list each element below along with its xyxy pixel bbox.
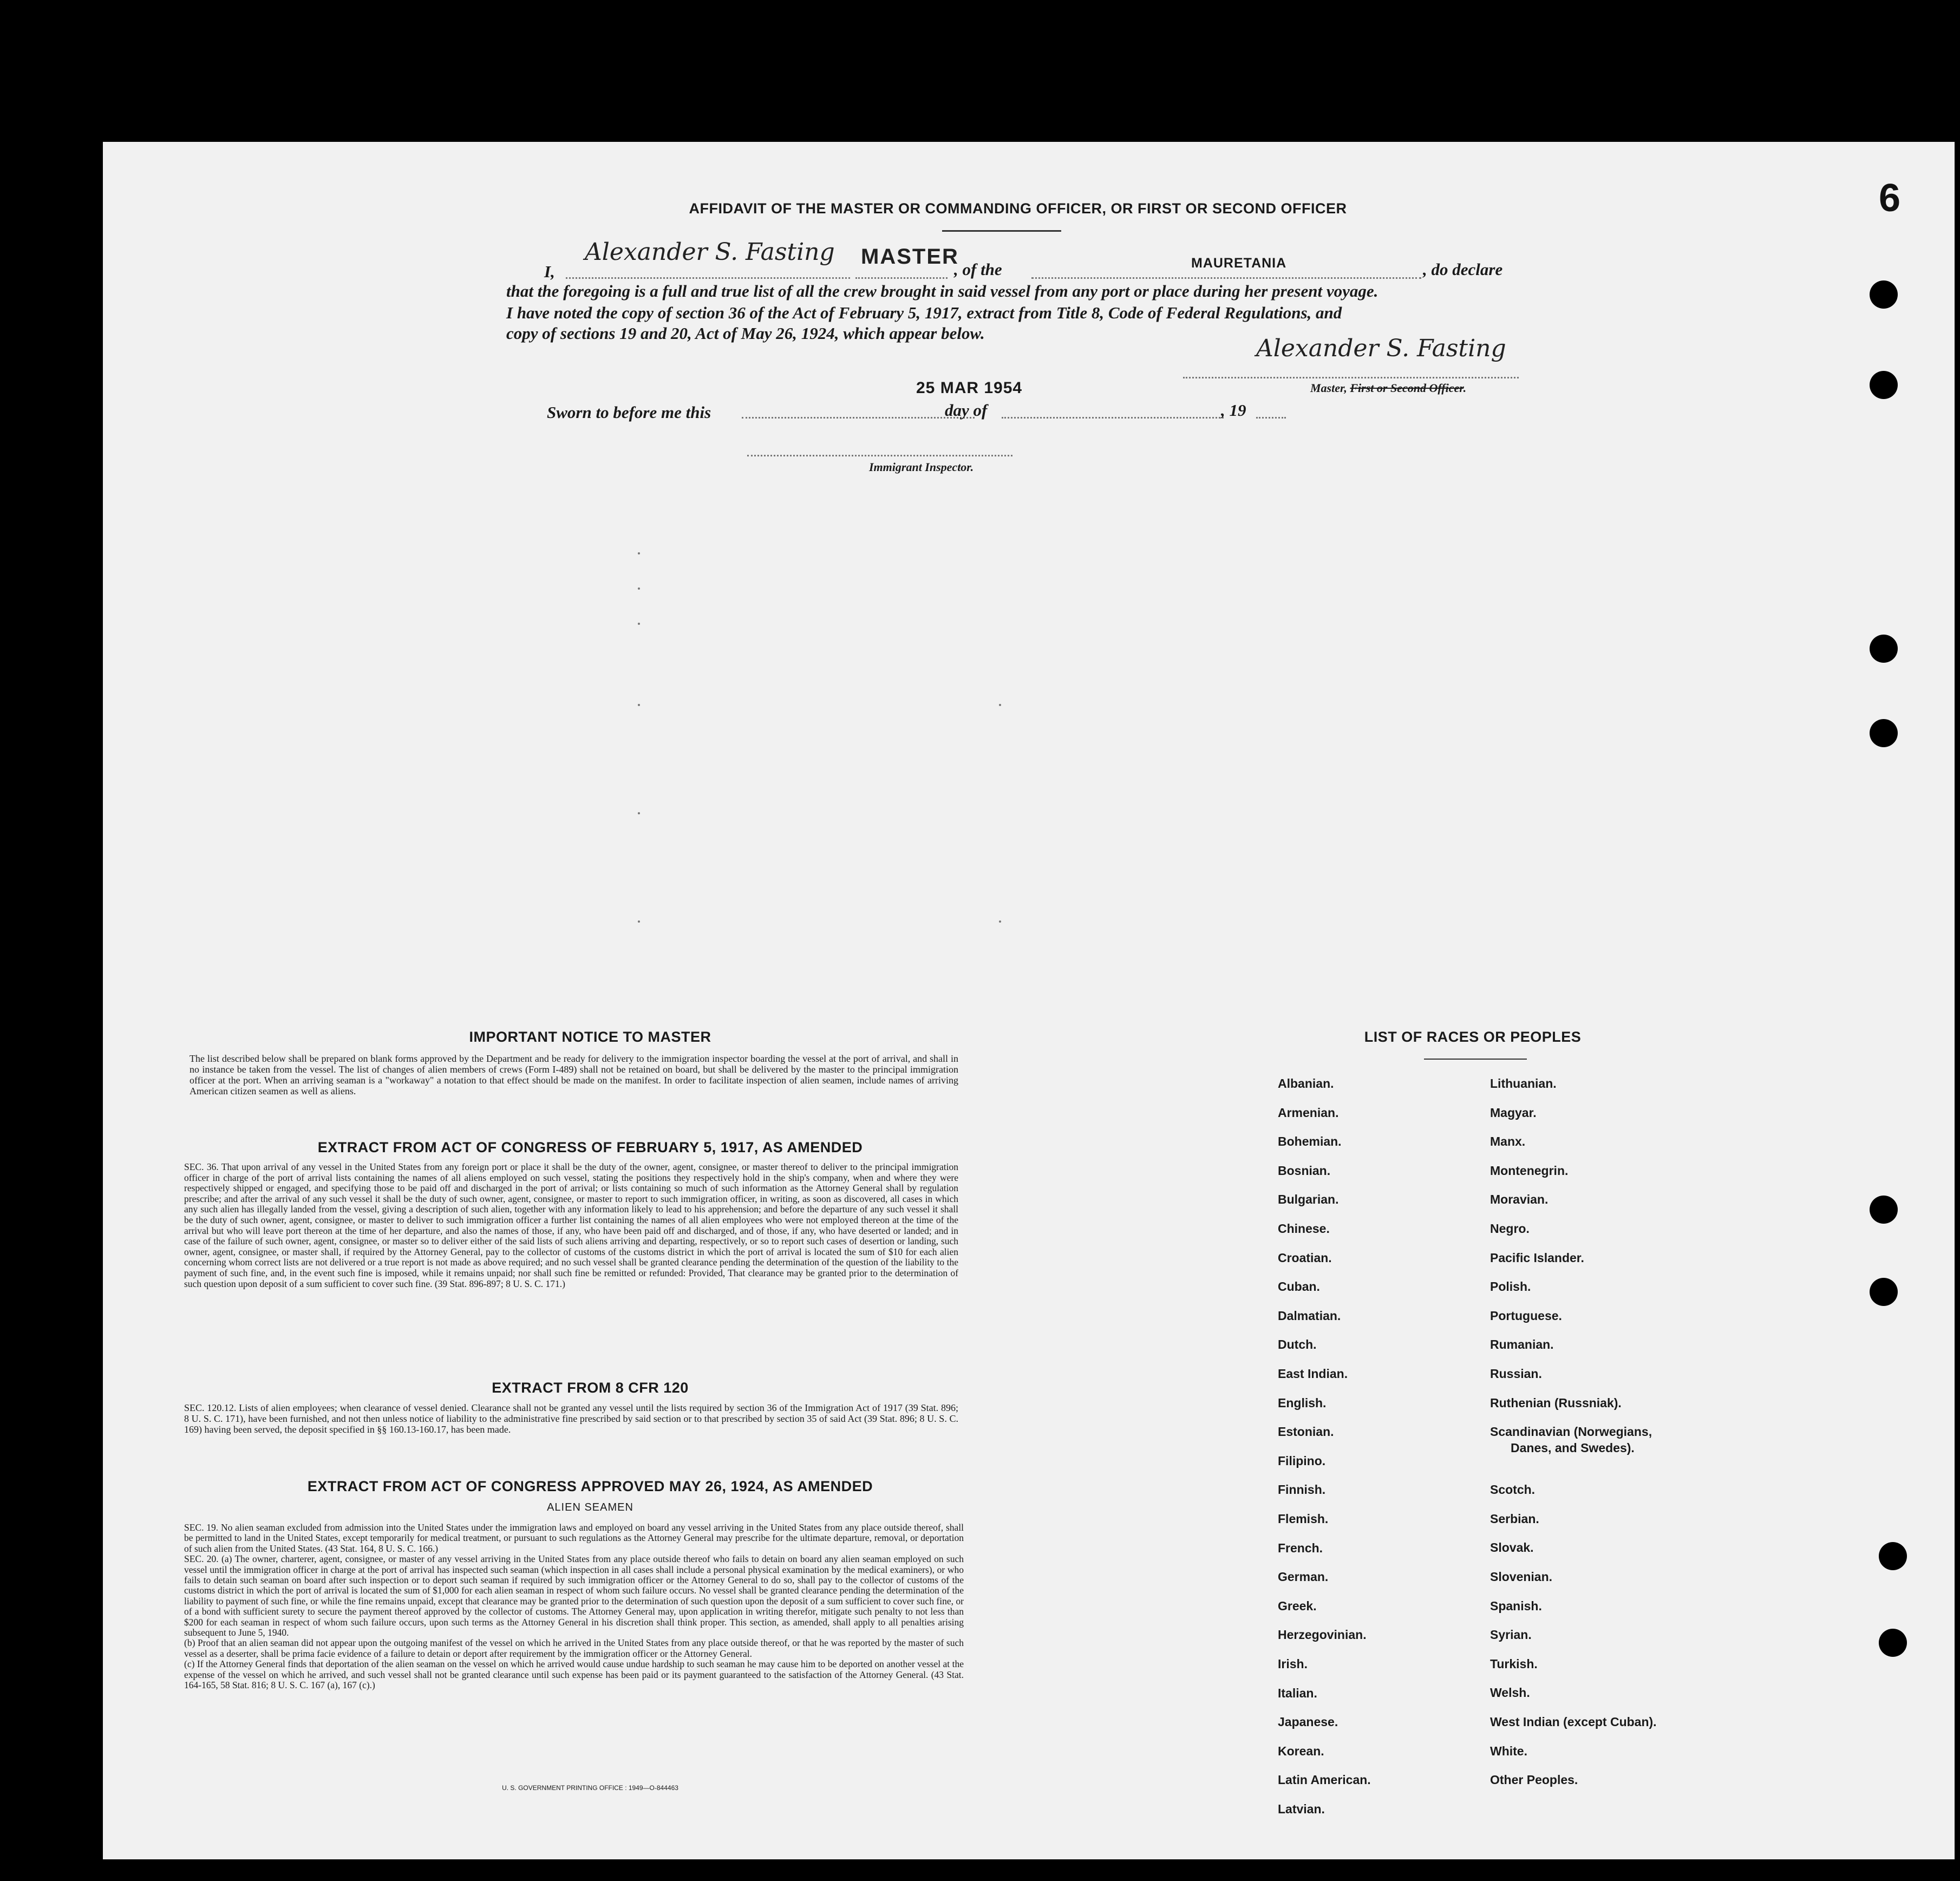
race-item: Cuban. bbox=[1278, 1279, 1320, 1294]
page-number-mark: 6 bbox=[1879, 177, 1901, 220]
notice-title: IMPORTANT NOTICE TO MASTER bbox=[469, 1029, 711, 1045]
race-item: Italian. bbox=[1278, 1686, 1317, 1700]
race-item: Slovenian. bbox=[1490, 1570, 1553, 1584]
sec20c-text: (c) If the Attorney General finds that deportation of the alien seaman on the vessel on which he arrived would cause undue hardship to such seaman he may cause him to be deported on another vessel at the expense of the vessel on which he arrived, and such vessel shall not be granted clearance until such expense has been paid or its payment guaranteed to the satisfaction of the Attorney General. (43 Stat. 164-165, 58 Stat. 816; 8 U. S. C. 167 (a), 167 (c).) bbox=[184, 1658, 964, 1691]
punch-hole bbox=[1870, 635, 1898, 663]
races-title: LIST OF RACES OR PEOPLES bbox=[1364, 1029, 1582, 1045]
sec20b-text: (b) Proof that an alien seaman did not appear upon the outgoing manifest of the vessel on which he arrived in the United States from any place outside thereof, or that he was reported by the master of such vessel as a deserter, shall be prima facie evidence of a failure to detain or deport after requirement by the immigration officer or the Attorney General. bbox=[184, 1637, 964, 1659]
punch-hole bbox=[1870, 719, 1898, 747]
race-item: Croatian. bbox=[1278, 1250, 1332, 1265]
extract-1917-text: SEC. 36. That upon arrival of any vessel in the United States from any foreign port or place it shall be the duty of the owner, agent, consignee, or master thereof to deliver to the principal immigration officer in charge of the port of arrival lists containing the names of all aliens employed on such vessel, stating the positions they respectively hold in the ship's company, when and where they were respectively shipped or engaged, and specifying those to be paid off and discharged in the port of arrival; or lists containing so much of such information as the Attorney General shall by regulation prescribe; and after the arrival of any such vessel it shall be the duty of such owner, agent, consignee, or master to report to such immigration officer, in writing, as soon as discovered, all cases in which any such alien has illegally landed from the vessel, giving a description of such alien, together with any information likely to lead to his apprehension; and before the departure of any such vessel it shall be the duty of such owner, agent, consignee, or master to deliver to such immigration officer a further list containing the names of all alien employees who were not employed thereon at the time of the arrival but who will leave port thereon at the time of her departure, and also the names of those, if any, who have been paid off and discharged, and of those, if any, who have deserted or landed; and in case of the failure of such owner, agent, consignee, or master so to deliver either of the said lists of such aliens arriving and departing, respectively, or so to report such cases of desertion or landing, such owner, agent, consignee, or master shall, if required by the Attorney General, pay to the collector of customs of the customs district in which the port of arrival is located the sum of $10 for each alien concerning whom correct lists are not delivered or a true report is not made as above required; and no such vessel shall be granted clearance pending the determination of the question of the liability to the payment of such fine, and, in the event such fine is imposed, while it remains unpaid; nor shall such fine be remitted or refunded: Provided, That clearance may be granted prior to the determination of such question upon deposit of a sum sufficient to cover such fine. (39 Stat. 896-897; 8 U. S. C. 171.) bbox=[184, 1161, 958, 1289]
inspector-line bbox=[747, 455, 1012, 456]
rank-line bbox=[855, 277, 948, 279]
race-item: Filipino. bbox=[1278, 1453, 1326, 1468]
race-item: Finnish. bbox=[1278, 1482, 1326, 1497]
race-item: White. bbox=[1490, 1743, 1527, 1758]
race-item: Manx. bbox=[1490, 1134, 1526, 1149]
sworn-month-line bbox=[1002, 417, 1224, 419]
affidavit-body-1: that the foregoing is a full and true list of all the crew brought in said vessel from any port or place during her present voyage. bbox=[506, 282, 1378, 301]
race-item: Bulgarian. bbox=[1278, 1192, 1339, 1207]
race-item: Turkish. bbox=[1490, 1656, 1538, 1671]
race-item: Magyar. bbox=[1490, 1105, 1537, 1120]
race-item: Korean. bbox=[1278, 1743, 1324, 1758]
race-item: Flemish. bbox=[1278, 1512, 1329, 1526]
extract-1924-body bbox=[184, 1523, 964, 1691]
date-stamp: 25 MAR 1954 bbox=[916, 379, 1023, 397]
sec20a-text: SEC. 20. (a) The owner, charterer, agent, consignee, or master of any vessel arriving in the United States from any place outside thereof who fails to detain on board any alien seaman employed on such vessel until the immigration officer in charge at the port of arrival has inspected such seaman (which inspection in all cases shall include a personal physical examination by the medical examiners), or who fails to detain such seaman on board after such inspection or to deport such seaman if required by such immigration officer or the Attorney General to do so, shall pay to the collector of customs of the customs district in which the port of arrival is located the sum of $1,000 for each alien seaman in respect of whom such failure occurs. No vessel shall be granted clearance pending the determination of the liability to payment of such fine, or while the fine remains unpaid, except that clearance may be granted prior to the determination of such question upon the deposit of a sum sufficient to cover such fine, or of a bond with sufficient surety to secure the payment thereof approved by the collector of customs. The Attorney General may, upon application in writing therefor, mitigate such penalty to not less than $200 for each seaman in respect of whom such failure occurs, upon such terms as the Attorney General in his discretion shall think proper. This section, as amended, shall apply to all penalties arising subsequent to June 5, 1940. bbox=[184, 1553, 964, 1638]
race-item: Albanian. bbox=[1278, 1076, 1334, 1090]
master-label-end: . bbox=[1463, 381, 1467, 395]
extract-1924-title: EXTRACT FROM ACT OF CONGRESS APPROVED MAY 26, 1924, AS AMENDED bbox=[307, 1478, 873, 1494]
inspector-label: Immigrant Inspector. bbox=[869, 460, 974, 474]
name-line bbox=[566, 277, 850, 279]
race-item: Ruthenian (Russniak). bbox=[1490, 1395, 1622, 1410]
title-rule bbox=[942, 230, 1061, 232]
vessel-name: MAURETANIA bbox=[1191, 256, 1287, 271]
race-item: Chinese. bbox=[1278, 1222, 1330, 1236]
race-item: East Indian. bbox=[1278, 1367, 1348, 1381]
faint-mark bbox=[999, 704, 1001, 706]
struck-officer-label: First or Second Officer bbox=[1350, 381, 1464, 395]
signer-role bbox=[1310, 381, 1466, 395]
faint-mark bbox=[638, 623, 640, 625]
race-item: Pacific Islander. bbox=[1490, 1250, 1584, 1265]
race-item: Herzegovinian. bbox=[1278, 1628, 1367, 1642]
faint-mark bbox=[999, 920, 1001, 923]
punch-hole bbox=[1870, 371, 1898, 399]
sworn-label: Sworn to before me this bbox=[547, 403, 711, 422]
race-item: French. bbox=[1278, 1540, 1323, 1555]
races-rule bbox=[1424, 1059, 1527, 1060]
race-item: Serbian. bbox=[1490, 1511, 1539, 1526]
race-item: Welsh. bbox=[1490, 1686, 1530, 1700]
extract-cfr-title: EXTRACT FROM 8 CFR 120 bbox=[492, 1380, 689, 1396]
race-item: Danes, and Swedes). bbox=[1511, 1441, 1635, 1455]
race-item: Moravian. bbox=[1490, 1192, 1549, 1207]
signature-line bbox=[1183, 377, 1519, 378]
affidavit-body-2: I have noted the copy of section 36 of the Act of February 5, 1917, extract from Title 8, Code of Federal Regulations, and bbox=[506, 303, 1342, 322]
punch-hole bbox=[1879, 1629, 1907, 1657]
master-label: Master, bbox=[1310, 381, 1350, 395]
extract-1924-subtitle: ALIEN SEAMEN bbox=[547, 1501, 633, 1513]
race-item: Slovak. bbox=[1490, 1540, 1534, 1555]
of-the-label: , of the bbox=[954, 260, 1002, 279]
vessel-line bbox=[1031, 277, 1421, 279]
race-item: English. bbox=[1278, 1395, 1327, 1410]
race-item: Rumanian. bbox=[1490, 1337, 1554, 1352]
master-signature: Alexander S. Fasting bbox=[585, 238, 835, 266]
race-item: Spanish. bbox=[1490, 1598, 1542, 1613]
race-item: Dalmatian. bbox=[1278, 1308, 1341, 1323]
faint-mark bbox=[638, 920, 640, 923]
faint-mark bbox=[638, 552, 640, 554]
race-item: Lithuanian. bbox=[1490, 1076, 1557, 1090]
race-item: Estonian. bbox=[1278, 1425, 1334, 1439]
race-item: Russian. bbox=[1490, 1367, 1542, 1381]
extract-1917-title: EXTRACT FROM ACT OF CONGRESS OF FEBRUARY 5, 1917, AS AMENDED bbox=[317, 1139, 863, 1155]
extract-cfr-text: SEC. 120.12. Lists of alien employees; when clearance of vessel denied. Clearance shall not be granted any vessel until the lists required by section 36 of the Immigration Act of 1917 (39 Stat. 896; 8 U. S. C. 171), have been furnished, and not then unless notice of liability to the administrative fine prescribed by said section or to that prescribed by section 35 of said Act (39 Stat. 896; 8 U. S. C. 169) having been served, the deposit specified in §§ 160.13-160.17, has been made. bbox=[184, 1402, 958, 1435]
race-item: German. bbox=[1278, 1570, 1329, 1584]
race-item: Bosnian. bbox=[1278, 1163, 1331, 1178]
sworn-day-line bbox=[742, 417, 975, 419]
race-item: Scandinavian (Norwegians, bbox=[1490, 1425, 1652, 1439]
race-item: Irish. bbox=[1278, 1657, 1308, 1671]
year-prefix: , 19 bbox=[1221, 401, 1246, 420]
race-item: Bohemian. bbox=[1278, 1134, 1342, 1149]
do-declare: , do declare bbox=[1423, 260, 1503, 279]
race-item: Japanese. bbox=[1278, 1715, 1338, 1729]
punch-hole bbox=[1870, 280, 1898, 309]
race-item: Scotch. bbox=[1490, 1482, 1536, 1497]
race-item: Negro. bbox=[1490, 1222, 1530, 1236]
race-item: Latin American. bbox=[1278, 1773, 1371, 1787]
race-item: West Indian (except Cuban). bbox=[1490, 1715, 1657, 1729]
race-item: Polish. bbox=[1490, 1279, 1531, 1294]
day-of-label: day of bbox=[945, 401, 988, 420]
year-line bbox=[1256, 417, 1286, 419]
affidavit-title: AFFIDAVIT OF THE MASTER OR COMMANDING OFFICER, OR FIRST OR SECOND OFFICER bbox=[689, 200, 1347, 217]
race-item: Portuguese. bbox=[1490, 1308, 1562, 1323]
punch-hole bbox=[1879, 1542, 1907, 1570]
rank-handwritten: MASTER bbox=[861, 245, 959, 269]
punch-hole bbox=[1870, 1278, 1898, 1306]
race-item: Greek. bbox=[1278, 1598, 1317, 1613]
race-item: Dutch. bbox=[1278, 1337, 1317, 1352]
faint-mark bbox=[638, 587, 640, 590]
i-label: I, bbox=[544, 262, 555, 281]
punch-hole bbox=[1870, 1196, 1898, 1224]
race-item: Armenian. bbox=[1278, 1105, 1339, 1120]
race-item: Latvian. bbox=[1278, 1802, 1325, 1816]
sec19-text: SEC. 19. No alien seaman excluded from admission into the United States under the immigration laws and employed on board any vessel arriving in the United States from any place outside thereof, shall be permitted to land in the United States, except temporarily for medical treatment, or pursuant to such regulations as the Attorney General may prescribe for the ultimate departure, removal, or deportation of such alien from the United States. (43 Stat. 164, 8 U. S. C. 166.) bbox=[184, 1522, 964, 1554]
notice-text: The list described below shall be prepared on blank forms approved by the Department and be ready for delivery to the immigration inspector boarding the vessel at the port of arrival, and shall in no instance be taken from the vessel. The list of changes of alien members of crews (Form I-489) shall not be retained on board, but shall be delivered by the master to the principal immigration officer at the port. When an arriving seaman is a "workaway" a notation to that effect should be made on the manifest. In order to facilitate inspection of alien seamen, include names of arriving American citizen seamen as well as aliens. bbox=[190, 1053, 958, 1096]
race-item: Syrian. bbox=[1490, 1628, 1532, 1642]
printer-line: U. S. GOVERNMENT PRINTING OFFICE : 1949—O-844463 bbox=[502, 1784, 678, 1792]
faint-mark bbox=[638, 812, 640, 814]
affidavit-body-3: copy of sections 19 and 20, Act of May 26, 1924, which appear below. bbox=[506, 324, 985, 343]
faint-mark bbox=[638, 704, 640, 706]
race-item: Other Peoples. bbox=[1490, 1773, 1578, 1787]
master-signature-2: Alexander S. Fasting bbox=[1256, 335, 1506, 362]
race-item: Montenegrin. bbox=[1490, 1163, 1569, 1178]
